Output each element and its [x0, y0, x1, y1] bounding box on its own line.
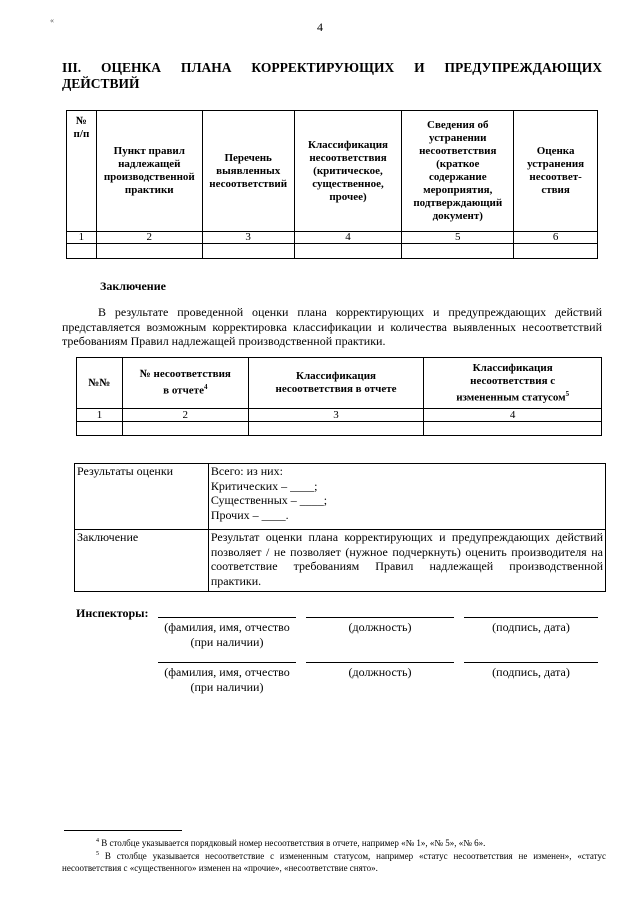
results-row — [75, 464, 606, 530]
conclusion-row — [75, 530, 606, 592]
conclusion-paragraph: В результате проведенной оценки плана корректирующих и предупреждающих действий представляется возможным корректировка классификации и количества выявленных несоответствий требованиям Правил надлежащей производственной практики. — [62, 305, 602, 348]
results-values — [208, 464, 605, 530]
name-signature-line[interactable] — [158, 662, 296, 663]
table-empty-row — [67, 244, 598, 259]
table-cell: 3 — [202, 232, 294, 244]
position-signature-line[interactable] — [306, 617, 454, 618]
corner-mark: « — [50, 16, 54, 25]
conclusion-heading: Заключение — [100, 279, 166, 293]
table-cell: 2 — [122, 409, 248, 422]
results-other[interactable]: Прочих – ____. — [210, 507, 289, 522]
caption-position: (должность) — [348, 620, 412, 634]
table-header-cell: Классификация несоответствия (критическое, существенное, прочее) — [294, 111, 402, 232]
table-cell[interactable] — [77, 422, 123, 436]
table-cell[interactable] — [248, 422, 424, 436]
table-cell: 5 — [402, 232, 514, 244]
table-header-cell: Сведения об устранении несоответствия (краткое содержание мероприятия, подтверждающий документ) — [402, 111, 514, 232]
table-number-row — [67, 232, 598, 244]
table-header-cell: № п/п — [67, 111, 97, 232]
section-title: III. ОЦЕНКА ПЛАНА КОРРЕКТИРУЮЩИХ И ПРЕДУПРЕЖДАЮЩИХ — [62, 60, 602, 75]
table-cell[interactable] — [96, 244, 202, 259]
table-empty-row — [77, 422, 602, 436]
footnote-5: $^5$ В столбце указывается несоответствие с измененным статусом, например «статус несоответствия не изменен», «статус несоответствия с «существенного» изменен на «прочие», «несоответствие снято». — [62, 851, 606, 873]
results-label: Результаты оценки — [75, 464, 209, 530]
table-cell[interactable] — [122, 422, 248, 436]
table-header-cell: Перечень выявленных несоответствий — [202, 111, 294, 232]
caption-name: (фамилия, имя, отчество (при наличии) — [164, 665, 290, 694]
signature-date-line[interactable] — [464, 662, 598, 663]
table-cell[interactable] — [294, 244, 402, 259]
table-header-cell: Пункт правил надлежащей производственной практики — [96, 111, 202, 232]
table-cell: 4 — [424, 409, 602, 422]
table-cell[interactable] — [514, 244, 598, 259]
results-critical[interactable]: Критических – ____; — [210, 478, 318, 493]
footnote-4: $^4$ В столбце указывается порядковый номер несоответствия в отчете, например «№ 1», «№ 5», «№ 6». — [96, 838, 486, 848]
table-header-cell: Классификация несоответствия с измененным статусом$^5$ — [424, 358, 602, 409]
table-header-cell: № несоответствия в отчете$^4$ — [122, 358, 248, 409]
table-cell[interactable] — [202, 244, 294, 259]
table-header-cell: Оценка устранения несоответ- ствия — [514, 111, 598, 232]
page-number: 4 — [317, 20, 323, 34]
table-cell[interactable] — [67, 244, 97, 259]
status-change-table — [76, 357, 602, 436]
table-cell: 1 — [77, 409, 123, 422]
table-header-cell: №№ — [77, 358, 123, 409]
table-header-row — [67, 111, 598, 232]
table-cell: 4 — [294, 232, 402, 244]
results-significant[interactable]: Существенных – ____; — [210, 493, 328, 507]
table-cell[interactable] — [424, 422, 602, 436]
position-signature-line[interactable] — [306, 662, 454, 663]
table-cell: 6 — [514, 232, 598, 244]
table-header-row — [77, 358, 602, 409]
table-cell: 3 — [248, 409, 424, 422]
caption-position: (должность) — [348, 665, 412, 679]
conclusion-label: Заключение — [75, 530, 209, 592]
table-cell: 2 — [96, 232, 202, 244]
name-signature-line[interactable] — [158, 617, 296, 618]
results-total: Всего: из них: — [210, 464, 283, 478]
section-title-continued: ДЕЙСТВИЙ — [62, 76, 140, 91]
corrective-actions-table — [66, 110, 598, 259]
signature-date-line[interactable] — [464, 617, 598, 618]
table-cell: 1 — [67, 232, 97, 244]
table-cell[interactable] — [402, 244, 514, 259]
caption-name: (фамилия, имя, отчество (при наличии) — [164, 620, 290, 649]
inspectors-label: Инспекторы: — [76, 606, 149, 620]
table-number-row — [77, 409, 602, 422]
results-table — [74, 463, 606, 592]
conclusion-text: Результат оценки плана корректирующих и предупреждающих действий позволяет / не позволяет (нужное подчеркнуть) оценить производителя на соответствие требованиям Правил надлежащей производственной практики. — [208, 530, 605, 592]
caption-signature: (подпись, дата) — [492, 665, 570, 679]
footnote-divider — [64, 830, 182, 831]
table-header-cell: Классификация несоответствия в отчете — [248, 358, 424, 409]
caption-signature: (подпись, дата) — [492, 620, 570, 634]
